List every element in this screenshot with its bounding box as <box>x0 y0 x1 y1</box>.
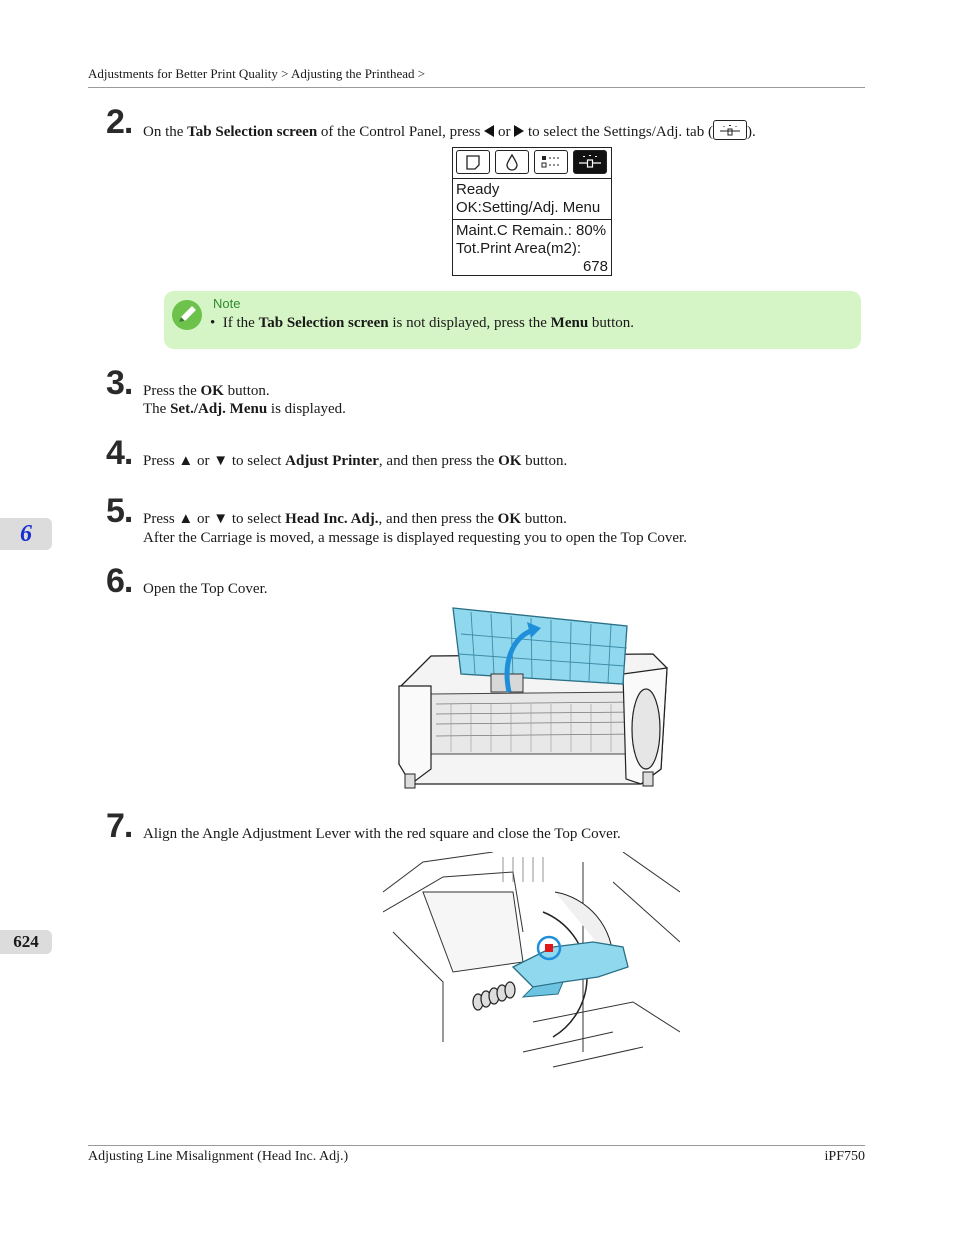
printer-top-cover-illustration <box>391 604 671 794</box>
footer-model: iPF750 <box>824 1149 865 1164</box>
page-number: 624 <box>0 930 52 954</box>
note-text: • If the Tab Selection screen is not displayed, press the Menu button. <box>210 315 635 331</box>
ink-tab-icon <box>495 150 529 174</box>
step-3-subtext: The Set./Adj. Menu is displayed. <box>143 401 346 417</box>
angle-adjustment-lever-illustration <box>383 852 680 1079</box>
lcd-print-area-label: Tot.Print Area(m2): <box>456 240 582 257</box>
step-3-number: 3. <box>106 364 133 402</box>
footer-section-title: Adjusting Line Misalignment (Head Inc. Adj.) <box>88 1149 349 1164</box>
lcd-maint-remain: Maint.C Remain.: 80% <box>456 222 607 239</box>
lcd-ok-hint: OK:Setting/Adj. Menu <box>456 199 601 216</box>
lcd-status: Ready <box>456 181 500 198</box>
media-tab-icon <box>456 150 490 174</box>
footer-rule <box>88 1145 865 1146</box>
left-arrow-icon <box>484 125 494 137</box>
step-7-number: 7. <box>106 807 133 845</box>
header-rule <box>88 87 865 88</box>
lcd-tab-row <box>453 148 611 179</box>
breadcrumb: Adjustments for Better Print Quality > Adjusting the Printhead > <box>88 66 426 81</box>
job-tab-icon <box>534 150 568 174</box>
step-4-text: Press ▲ or ▼ to select Adjust Printer, and then press the OK button. <box>143 453 568 469</box>
step-4-number: 4. <box>106 434 133 472</box>
lcd-print-area-value: 678 <box>582 258 608 275</box>
step-5-text: Press ▲ or ▼ to select Head Inc. Adj., and then press the OK button. <box>143 511 567 527</box>
step-3-text: Press the OK button. <box>143 383 270 399</box>
step-6-number: 6. <box>106 562 133 600</box>
step-2-number: 2. <box>106 103 133 141</box>
note-pencil-icon <box>170 298 204 337</box>
lcd-separator <box>453 219 611 220</box>
settings-adj-tab-icon <box>713 120 747 140</box>
right-arrow-icon <box>514 125 524 137</box>
settings-adj-tab-selected-icon <box>573 150 607 174</box>
note-label: Note <box>213 296 241 311</box>
step-2-text: On the Tab Selection screen of the Control Panel, press or to select the Settings/Adj. tab ( ). <box>143 120 756 141</box>
control-panel-display <box>452 147 612 276</box>
chapter-tab: 6 <box>0 518 52 550</box>
step-5-number: 5. <box>106 492 133 530</box>
step-7-text: Align the Angle Adjustment Lever with the red square and close the Top Cover. <box>143 826 621 842</box>
step-5-subtext: After the Carriage is moved, a message is displayed requesting you to open the Top Cover. <box>143 530 687 546</box>
step-6-text: Open the Top Cover. <box>143 581 268 597</box>
